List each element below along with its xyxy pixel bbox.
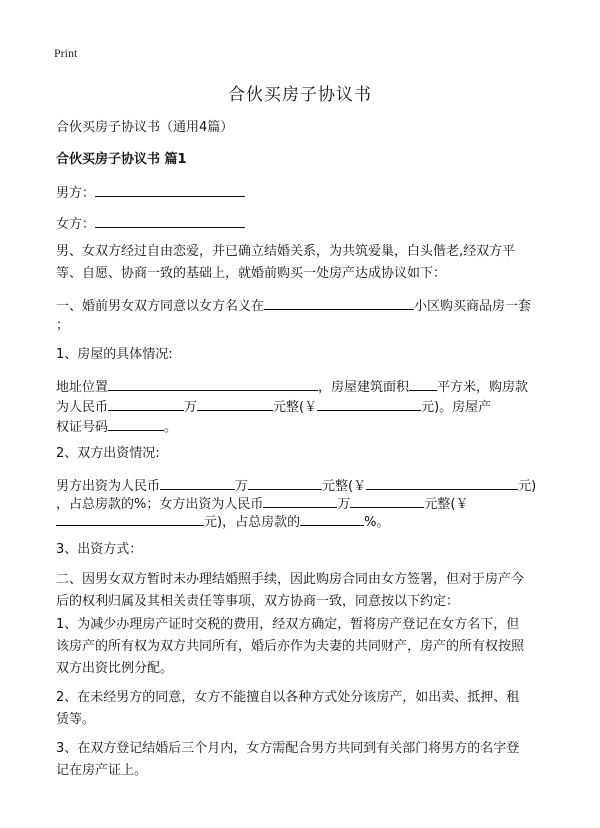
cert-label: 权证号码 [56,420,109,435]
clause-1-text-a: 一、婚前男女双方同意以女方名义在 [56,299,265,314]
clause-2-line-2: 后的权利归属及其相关责任等事项，双方协商一致，同意按以下约定： [56,594,460,609]
item-3-line-1: 3、在双方登记结婚后三个月内，女方需配合男方共同到有关部门将男方的名字登 [56,741,520,756]
female-percent-label: 元)，占总房款的 [204,515,301,530]
intro-line-2: 等、自愿、协商一致的基础上，就婚前购买一处房产达成协议如下： [56,266,447,281]
document-title: 合伙买房子协议书 [228,85,372,105]
male-yuan-blank [248,476,322,490]
item-1-line-3: 双方出资比例分配。 [56,661,174,676]
clause-1-end: ； [56,318,70,333]
clause-1-blank [264,296,414,310]
male-yuan-label: 元整(￥ [322,479,367,494]
cert-line [56,417,177,436]
female-percent-end: %。 [364,515,390,530]
intro-line-1: 男、女双方经过自由恋爱，并已确立结婚关系，为共筑爱巢，白头偕老,经双方平 [56,244,516,259]
male-contribution-line [56,476,536,495]
price-yuan-blank [197,397,273,411]
male-wan-blank [160,476,235,490]
party-male-blank [95,183,245,197]
female-yuan-label: 元整(￥ [424,497,469,512]
address-label: 地址位置 [56,380,109,395]
price-rmb-label: 为人民币 [56,400,109,415]
address-line [56,377,528,396]
item-3-line-2: 记在房产证上。 [56,763,148,778]
address-blank [108,377,318,391]
document-subtitle: 合伙买房子协议书（通用4篇） [56,120,234,135]
price-yuan-label: 元整(￥ [273,400,318,415]
female-yuan-blank [350,494,424,508]
area-label: ，房屋建筑面积 [318,380,410,395]
male-end-label: 元) [518,479,537,494]
section-heading: 合伙买房子协议书 篇1 [56,152,187,167]
male-contribution-label: 男方出资为人民币 [56,479,161,494]
cert-blank [108,417,164,431]
party-female-label: 女方： [56,217,96,232]
female-contribution-line [56,494,468,513]
female-wan-blank [263,494,337,508]
cert-end: 。 [164,420,178,435]
price-label: 平方米，购房款 [437,380,529,395]
item-2-line-1: 2、在未经男方的同意，女方不能擅自以各种方式处分该房产，如出卖、抵押、租 [56,690,520,705]
female-wan-label: 万 [337,497,351,512]
item-1-line-2: 该房产的所有权为双方共同所有，婚后亦作为夫妻的共同财产，房产的所有权按照 [56,639,525,654]
party-male-label: 男方： [56,186,96,201]
clause-1-line [56,296,531,315]
male-wan-label: 万 [235,479,249,494]
price-line [56,397,491,416]
female-contribution-label: ，占总房款的%；女方出资为人民币 [56,497,264,512]
female-amount-line [56,512,389,531]
subsection-2: 2、双方出资情况: [56,446,160,461]
male-amount-blank [366,476,518,490]
female-percent-blank [300,512,364,526]
print-label: Print [54,46,78,60]
item-2-line-2: 赁等。 [56,712,96,727]
item-1-line-1: 1、为减少办理房产证时交税的费用，经双方确定，暂将房产登记在女方名下，但 [56,617,520,632]
price-end-label: 元)。房屋产 [421,400,492,415]
subsection-1: 1、房屋的具体情况: [56,347,173,362]
area-blank [409,377,437,391]
female-amount-blank [56,512,204,526]
clause-2-line-1: 二、因男女双方暂时未办理结婚照手续，因此购房合同由女方签署，但对于房产今 [56,572,525,587]
party-female-blank [95,214,245,228]
price-amount-blank [317,397,421,411]
price-wan-label: 万 [184,400,198,415]
party-male-row [56,183,245,202]
price-wan-blank [108,397,184,411]
clause-1-text-b: 小区购买商品房一套 [414,299,532,314]
party-female-row [56,214,245,233]
subsection-3: 3、出资方式： [56,542,143,557]
